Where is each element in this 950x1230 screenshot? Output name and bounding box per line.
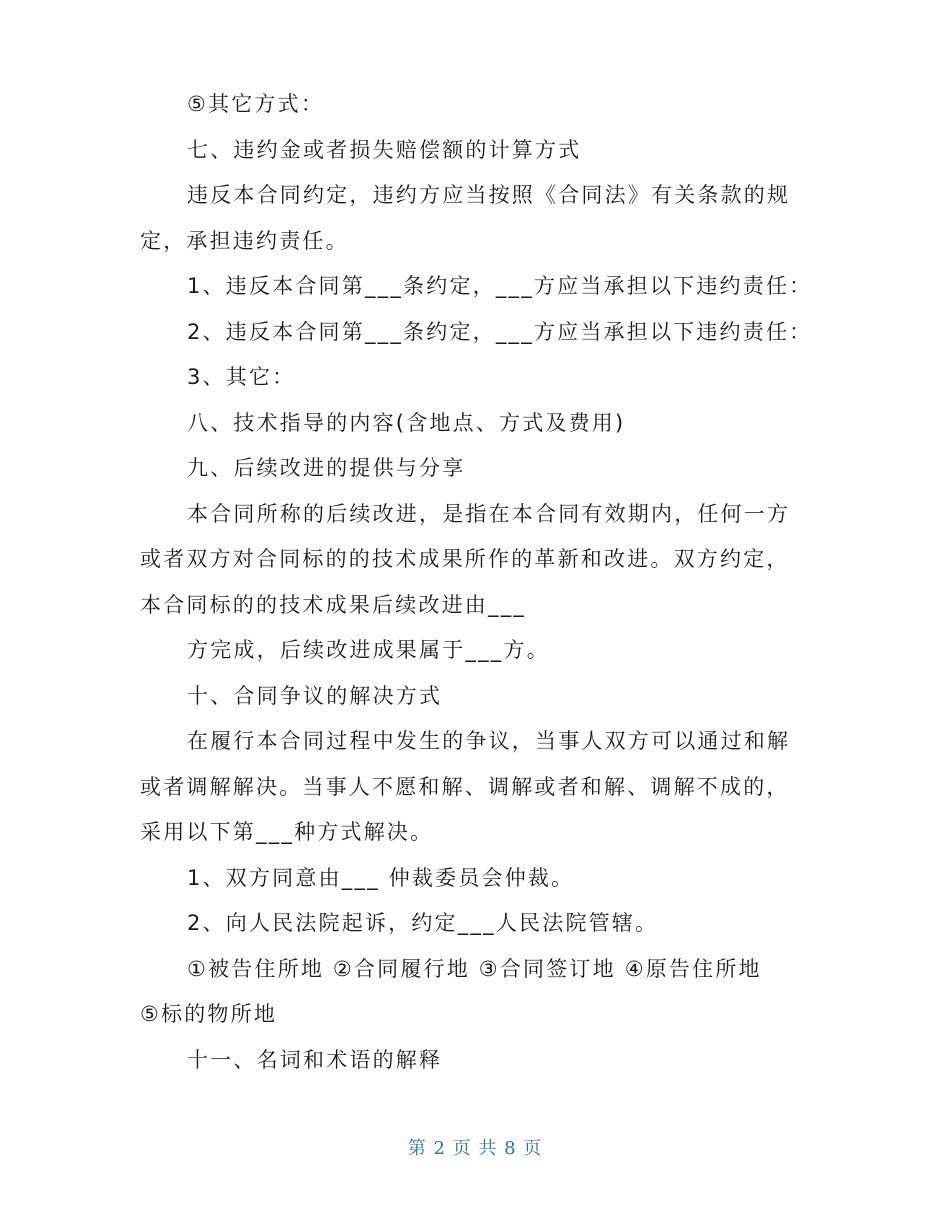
text-line: ①被告住所地 ②合同履行地 ③合同签订地 ④原告住所地 — [187, 956, 762, 981]
section-heading: 八、技术指导的内容(含地点、方式及费用) — [187, 410, 626, 435]
text-line: 定，承担违约责任。 — [140, 228, 349, 253]
text-line: 2、违反本合同第___条约定，___方应当承担以下违约责任： — [187, 319, 813, 344]
text-line: 违反本合同约定，违约方应当按照《合同法》有关条款的规 — [187, 183, 791, 207]
section-heading: 十一、名词和术语的解释 — [187, 1047, 443, 1072]
text-line: 或者调解解决。当事人不愿和解、调解或者和解、调解不成的， — [140, 774, 790, 799]
text-line: 采用以下第___种方式解决。 — [140, 820, 434, 844]
text-line: ⑤其它方式： — [187, 92, 325, 116]
section-heading: 七、违约金或者损失赔偿额的计算方式 — [187, 137, 582, 162]
text-line: 1、双方同意由___ 仲裁委员会仲裁。 — [187, 865, 575, 890]
text-line: 方完成，后续改进成果属于___方。 — [187, 638, 550, 662]
text-line: 本合同标的的技术成果后续改进由___ — [140, 592, 527, 617]
text-line: 本合同所称的后续改进，是指在本合同有效期内，任何一方 — [187, 501, 791, 526]
text-line: ⑤标的物所地 — [140, 1002, 278, 1026]
section-heading: 十、合同争议的解决方式 — [187, 683, 443, 708]
page-number-footer: 第 2 页 共 8 页 — [407, 1138, 543, 1159]
document-body — [140, 82, 813, 1083]
section-heading: 九、后续改进的提供与分享 — [187, 456, 466, 480]
text-line: 在履行本合同过程中发生的争议，当事人双方可以通过和解 — [187, 729, 791, 753]
text-line: 1、违反本合同第___条约定，___方应当承担以下违约责任： — [187, 274, 813, 298]
text-line: 2、向人民法院起诉，约定___人民法院管辖。 — [187, 911, 659, 935]
text-line: 3、其它： — [187, 365, 296, 389]
text-line: 或者双方对合同标的的技术成果所作的革新和改进。双方约定， — [140, 547, 790, 571]
